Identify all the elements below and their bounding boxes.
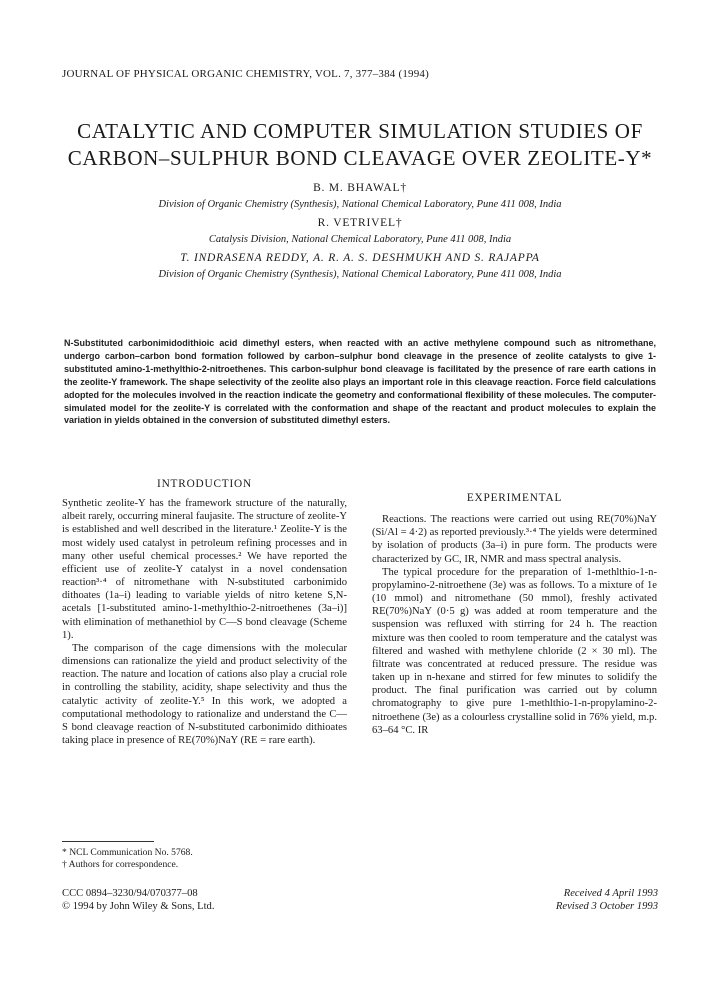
- intro-paragraph-2: The comparison of the cage dimensions with the molecular dimensions can rationalize the yield and product selectivity of the reaction. The nature and location of cations also play a crucial role in controlling the stability, acidity, shape selectivity and thus the catalytic activity of zeolite-Y.⁵ In this work, we adopted a computational methodology to rationalize and understand the C—S bond cleavage reaction of N-substituted carbonimido dithioates taking place in presence of RE(70%)NaY (RE = rare earth).: [62, 642, 347, 746]
- experimental-heading: EXPERIMENTAL: [466, 492, 563, 504]
- author-block: [40, 250, 680, 282]
- author-block: [40, 215, 680, 247]
- received-date: Received 4 April 1993: [563, 888, 658, 899]
- copyright-block: [62, 887, 215, 913]
- footnotes: [62, 847, 193, 871]
- received-dates: [556, 887, 658, 913]
- revised-date: Revised 3 October 1993: [555, 901, 658, 912]
- copyright-line: © 1994 by John Wiley & Sons, Ltd.: [62, 901, 215, 912]
- paper-title: [40, 118, 680, 172]
- title-line-1: CATALYTIC AND COMPUTER SIMULATION STUDIES OF: [77, 119, 643, 143]
- intro-paragraph-1: Synthetic zeolite-Y has the framework structure of the naturally, albeit rarely, occurring mineral faujasite. The structure of zeolite-Y is established and well described in the literature.¹ Zeolite-Y is the most widely used catalyst in petroleum refining processes and in many other useful chemical processes.² We have reported the efficient use of zeolite-Y catalyst in a novel condensation reaction³·⁴ of nitromethane with N-substituted carbonimido dithoates (1a–i) leading to variable yields of nitro ketene S,N-acetals [1-substituted amino-1-methylthio-2-nitroethenes (3a–i)] with elimination of methanethiol by C—S bond cleavage (Scheme 1).: [62, 498, 347, 641]
- footnote: † Authors for correspondence.: [62, 859, 179, 870]
- author-list: [40, 180, 680, 285]
- author-name: T. INDRASENA REDDY, A. R. A. S. DESHMUKH AND S. RAJAPPA: [180, 252, 540, 264]
- author-affiliation: Division of Organic Chemistry (Synthesis), National Chemical Laboratory, Pune 411 008, India: [158, 199, 562, 210]
- footnote: * NCL Communication No. 5768.: [62, 847, 193, 858]
- footnote-rule: [62, 841, 154, 842]
- introduction-heading: INTRODUCTION: [157, 478, 252, 490]
- ccc-code: CCC 0894–3230/94/070377–08: [62, 888, 198, 899]
- author-block: [40, 180, 680, 212]
- author-name: B. M. BHAWAL†: [313, 182, 407, 194]
- title-line-2: CARBON–SULPHUR BOND CLEAVAGE OVER ZEOLITE-Y*: [67, 146, 653, 170]
- experimental-paragraph-1: Reactions. The reactions were carried out using RE(70%)NaY (Si/Al = 4·2) as reported previously.³·⁴ The yields were determined by isolation of products (3a–i) in pure form. The products were characterized by GC, IR, NMR and mass spectral analysis.: [372, 514, 657, 565]
- author-affiliation: Catalysis Division, National Chemical Laboratory, Pune 411 008, India: [208, 234, 512, 245]
- left-column: [62, 478, 347, 747]
- abstract: N-Substituted carbonimidodithioic acid dimethyl esters, when reacted with an active methylene compound such as nitromethane, undergo carbon–carbon bond formation followed by carbon–sulphur bond cleavage in the presence of zeolite catalysts to give 1-substituted amino-1-methylthio-2-nitroethenes. This carbon-sulphur bond cleavage is facilitated by the presence of rare earth cations in the zeolite-Y framework. The shape selectivity of the zeolite also plays an important role in this cleavage reaction. Force field calculations adopted for the molecules involved in the reaction indicate the geometry and conformational flexibility of these molecules. The computer-simulated model for the zeolite-Y is correlated with the conformation and shape of the reactant and product molecules to explain the variation in yields obtained in the conversion of substituted dimethyl esters.: [64, 338, 656, 426]
- author-affiliation: Division of Organic Chemistry (Synthesis), National Chemical Laboratory, Pune 411 008, India: [158, 269, 562, 280]
- right-column: [372, 478, 657, 737]
- author-name: R. VETRIVEL†: [317, 217, 403, 229]
- journal-header: JOURNAL OF PHYSICAL ORGANIC CHEMISTRY, VOL. 7, 377–384 (1994): [62, 68, 429, 80]
- experimental-paragraph-2: The typical procedure for the preparation of 1-methlthio-1-n-propylamino-2-nitroethene (3e) was as follows. To a mixture of 1e (10 mmol) and nitromethane (50 mmol), freshly activated RE(70%)NaY (0·5 g) was added at room temperature and the suspension was refluxed with stirring for 24 h. The reaction mixture was then cooled to room temperature and the catalyst was filtered and washed with methylene chloride (2 × 30 ml). The filtrate was concentrated at reduced pressure. The residue was taken up in n-hexane and stirred for few minutes to solidify the product. The final purification was carried out by column chromatography to give pure 1-methlthio-1-n-propylamino-2-nitroethene (3e) as a colourless crystalline solid in 76% yield, m.p. 63–64 °C. IR: [372, 566, 657, 736]
